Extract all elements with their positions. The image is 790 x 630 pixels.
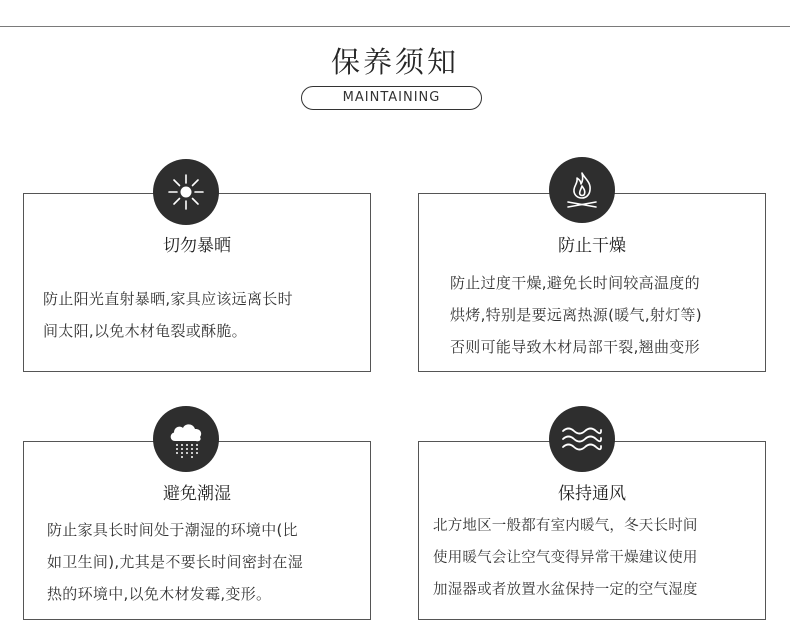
rain-cloud-icon xyxy=(165,418,207,460)
card-title: 防止干燥 xyxy=(558,236,626,256)
subtitle-pill: MAINTAINING xyxy=(301,86,482,110)
sun-icon xyxy=(167,173,205,211)
sun-badge xyxy=(153,159,219,225)
fire-icon xyxy=(561,169,603,211)
fire-badge xyxy=(549,157,615,223)
rain-badge xyxy=(153,406,219,472)
card-line: 烘烤,特别是要远离热源(暖气,射灯等) xyxy=(450,306,702,324)
card-line: 热的环境中,以免木材发霉,变形。 xyxy=(47,585,272,603)
card-line: 加湿器或者放置水盆保持一定的空气湿度 xyxy=(433,582,698,598)
card-line: 防止阳光直射暴晒,家具应该远离长时 xyxy=(43,290,293,308)
wind-badge xyxy=(549,406,615,472)
card-body xyxy=(47,514,303,610)
card-line: 北方地区一般都有室内暖气，冬天长时间 xyxy=(433,518,698,534)
card-title: 切勿暴晒 xyxy=(163,236,231,256)
top-divider xyxy=(0,26,790,27)
card-body xyxy=(43,283,293,347)
card-body xyxy=(450,267,702,363)
card-body xyxy=(433,510,698,606)
card-line: 防止家具长时间处于潮湿的环境中(比 xyxy=(47,521,298,539)
card-line: 防止过度干燥,避免长时间较高温度的 xyxy=(450,274,700,292)
card-line: 使用暖气会让空气变得异常干燥建议使用 xyxy=(433,550,698,566)
card-title: 避免潮湿 xyxy=(163,484,231,504)
card-line: 如卫生间),尤其是不要长时间密封在湿 xyxy=(47,553,304,571)
card-line: 间太阳,以免木材龟裂或酥脆。 xyxy=(43,322,247,340)
card-title: 保持通风 xyxy=(558,484,626,504)
card-line: 否则可能导致木材局部干裂,翘曲变形 xyxy=(450,338,700,356)
page-title: 保养须知 xyxy=(330,45,459,79)
wind-waves-icon xyxy=(560,424,604,454)
